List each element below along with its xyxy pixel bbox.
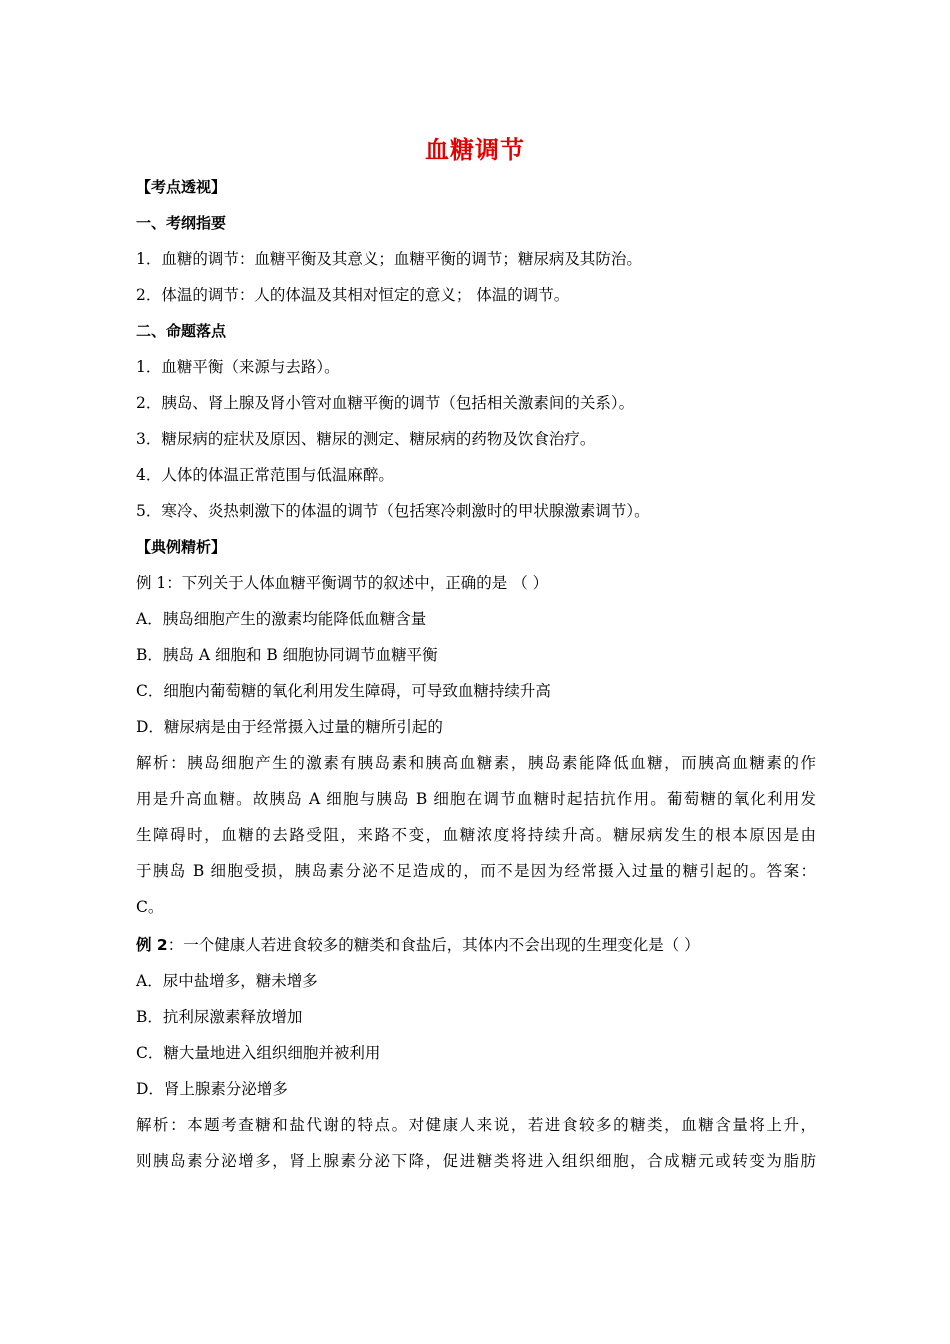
example-1-option-c: C．细胞内葡萄糖的氧化利用发生障碍，可导致血糖持续升高 — [136, 682, 551, 700]
subheading-mingti: 二、命题落点 — [136, 322, 227, 340]
example-2-option-a: A．尿中盐增多，糖未增多 — [136, 972, 318, 990]
example-2-analysis-line-1: 解析：本题考查糖和盐代谢的特点。对健康人来说，若进食较多的糖类，血糖含量将上升， — [136, 1116, 816, 1134]
example-2-label: 例 2 — [136, 936, 168, 954]
mingti-item-1: 1．血糖平衡（来源与去路）。 — [136, 358, 340, 376]
mingti-item-2: 2．胰岛、肾上腺及肾小管对血糖平衡的调节（包括相关激素间的关系）。 — [136, 394, 635, 412]
example-2-option-c: C．糖大量地进入组织细胞并被利用 — [136, 1044, 381, 1062]
example-2-question-text: ：一个健康人若进食较多的糖类和食盐后，其体内不会出现的生理变化是（ ） — [167, 936, 700, 954]
example-2-question — [136, 935, 816, 955]
mingti-item-4: 4．人体的体温正常范围与低温麻醉。 — [136, 466, 394, 484]
example-1-question: 例 1：下列关于人体血糖平衡调节的叙述中，正确的是 （ ） — [136, 574, 549, 592]
subheading-kaogang: 一、考纲指要 — [136, 214, 227, 232]
example-1-analysis-line-1: 解析：胰岛细胞产生的激素有胰岛素和胰高血糖素，胰岛素能降低血糖，而胰高血糖素的作 — [136, 754, 816, 772]
example-1-option-b: B．胰岛 A 细胞和 B 细胞协同调节血糖平衡 — [136, 646, 438, 664]
example-1-option-a: A．胰岛细胞产生的激素均能降低血糖含量 — [136, 610, 427, 628]
example-1-analysis-line-4: 于胰岛 B 细胞受损，胰岛素分泌不足造成的，而不是因为经常摄入过量的糖引起的。答案： — [136, 862, 816, 880]
mingti-item-5: 5．寒冷、炎热刺激下的体温的调节（包括寒冷刺激时的甲状腺激素调节）。 — [136, 502, 650, 520]
section-heading-kaodian: 【考点透视】 — [136, 178, 227, 196]
kaogang-item-1: 1．血糖的调节：血糖平衡及其意义；血糖平衡的调节；糖尿病及其防治。 — [136, 250, 642, 268]
section-heading-dianli: 【典例精析】 — [136, 538, 227, 556]
example-1-option-d: D．糖尿病是由于经常摄入过量的糖所引起的 — [136, 718, 443, 736]
mingti-item-3: 3．糖尿病的症状及原因、糖尿的测定、糖尿病的药物及饮食治疗。 — [136, 430, 596, 448]
example-1-analysis-line-2: 用是升高血糖。故胰岛 A 细胞与胰岛 B 细胞在调节血糖时起拮抗作用。葡萄糖的氧化利用发 — [136, 790, 816, 808]
example-2-analysis-line-2: 则胰岛素分泌增多，肾上腺素分泌下降，促进糖类将进入组织细胞，合成糖元或转变为脂肪 — [136, 1152, 816, 1170]
example-1-analysis-line-5: C。 — [136, 898, 164, 916]
example-1-analysis-line-3: 生障碍时，血糖的去路受阻，来路不变，血糖浓度将持续升高。糖尿病发生的根本原因是由 — [136, 826, 816, 844]
example-2-option-d: D．肾上腺素分泌增多 — [136, 1080, 288, 1098]
example-2-option-b: B．抗利尿激素释放增加 — [136, 1008, 303, 1026]
kaogang-item-2: 2．体温的调节：人的体温及其相对恒定的意义； 体温的调节。 — [136, 286, 570, 304]
document-title: 血糖调节 — [425, 136, 525, 164]
